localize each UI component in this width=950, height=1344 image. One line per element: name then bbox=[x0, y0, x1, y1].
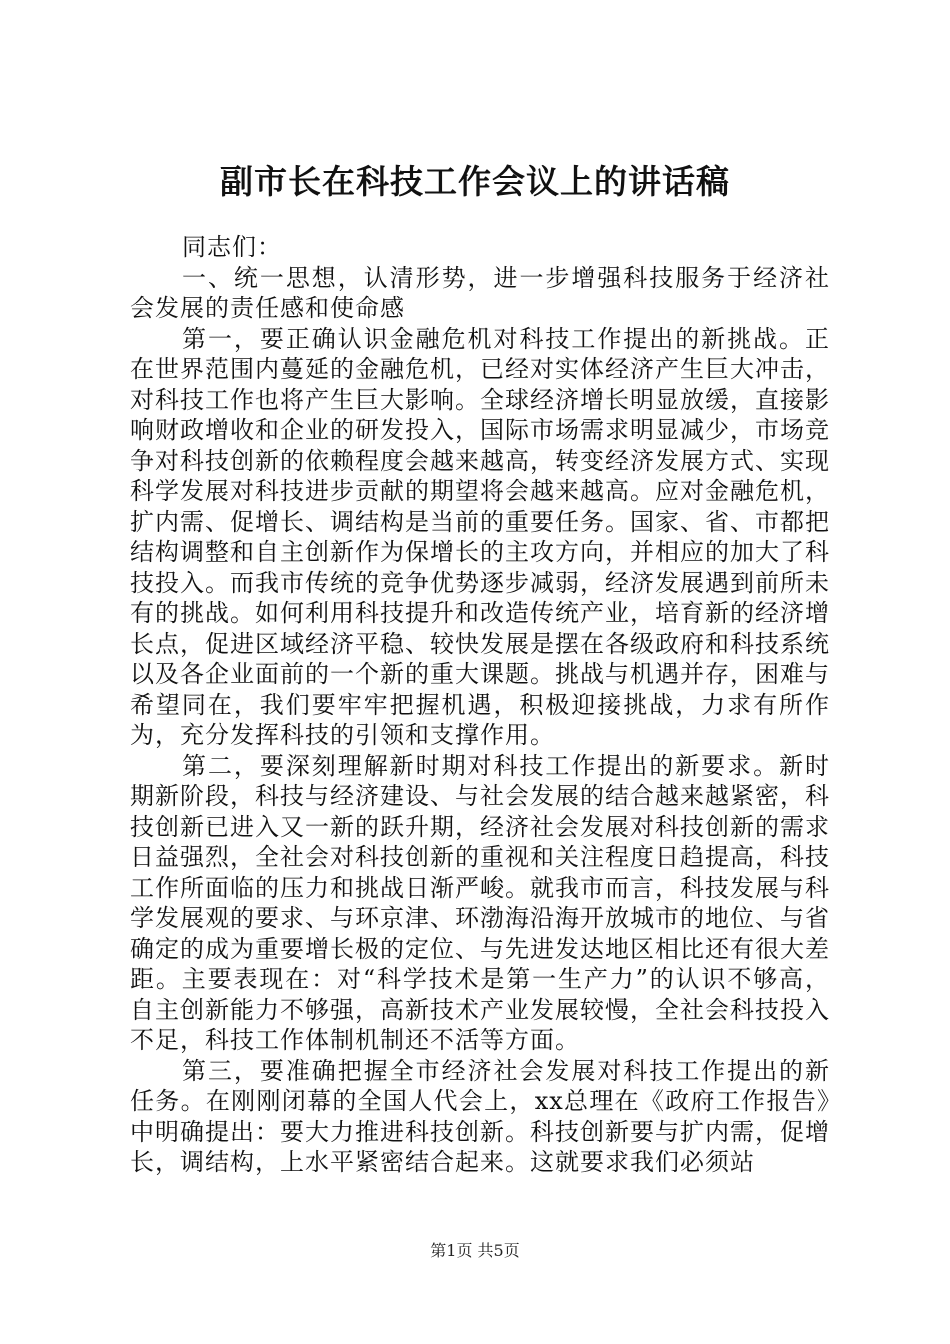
body-paragraph-second: 第二，要深刻理解新时期对科技工作提出的新要求。新时期新阶段，科技与经济建设、与社会发展的结合越来越紧密，科技创新已进入又一新的跃升期，经济社会发展对科技创新的需求日益强烈，全社会对科技创新的重视和关注程度日趋提高，科技工作所面临的压力和挑战日渐严峻。就我市而言，科技发展与科学发展观的要求、与环京津、环渤海沿海开放城市的地位、与省确定的成为重要增长极的定位、与先进发达地区相比还有很大差距。主要表现在：对“科学技术是第一生产力”的认识不够高，自主创新能力不够强，高新技术产业发展较慢，全社会科技投入不足，科技工作体制机制还不活等方面。 bbox=[130, 751, 830, 1054]
section-heading-paragraph: 一、统一思想，认清形势，进一步增强科技服务于经济社会发展的责任感和使命感 bbox=[130, 263, 830, 322]
document-title: 副市长在科技工作会议上的讲话稿 bbox=[220, 162, 730, 201]
salutation-paragraph: 同志们： bbox=[182, 233, 282, 261]
document-body bbox=[130, 232, 830, 1178]
page-number-footer: 第1页 共5页 bbox=[430, 1241, 520, 1260]
body-paragraph-first: 第一，要正确认识金融危机对科技工作提出的新挑战。正在世界范围内蔓延的金融危机，已经对实体经济产生巨大冲击，对科技工作也将产生巨大影响。全球经济增长明显放缓，直接影响财政增收和企业的研发投入，国际市场需求明显减少，市场竞争对科技创新的依赖程度会越来越高，转变经济发展方式、实现科学发展对科技进步贡献的期望将会越来越高。应对金融危机，扩内需、促增长、调结构是当前的重要任务。国家、省、市都把结构调整和自主创新作为保增长的主攻方向，并相应的加大了科技投入。而我市传统的竞争优势逐步减弱，经济发展遇到前所未有的挑战。如何利用科技提升和改造传统产业，培育新的经济增长点，促进区域经济平稳、较快发展是摆在各级政府和科技系统以及各企业面前的一个新的重大课题。挑战与机遇并存，困难与希望同在，我们要牢牢把握机遇，积极迎接挑战，力求有所作为，充分发挥科技的引领和支撑作用。 bbox=[130, 324, 830, 749]
body-paragraph-third: 第三，要准确把握全市经济社会发展对科技工作提出的新任务。在刚刚闭幕的全国人代会上，xx总理在《政府工作报告》中明确提出：要大力推进科技创新。科技创新要与扩内需，促增长，调结构，上水平紧密结合起来。这就要求我们必须站 bbox=[130, 1056, 830, 1176]
